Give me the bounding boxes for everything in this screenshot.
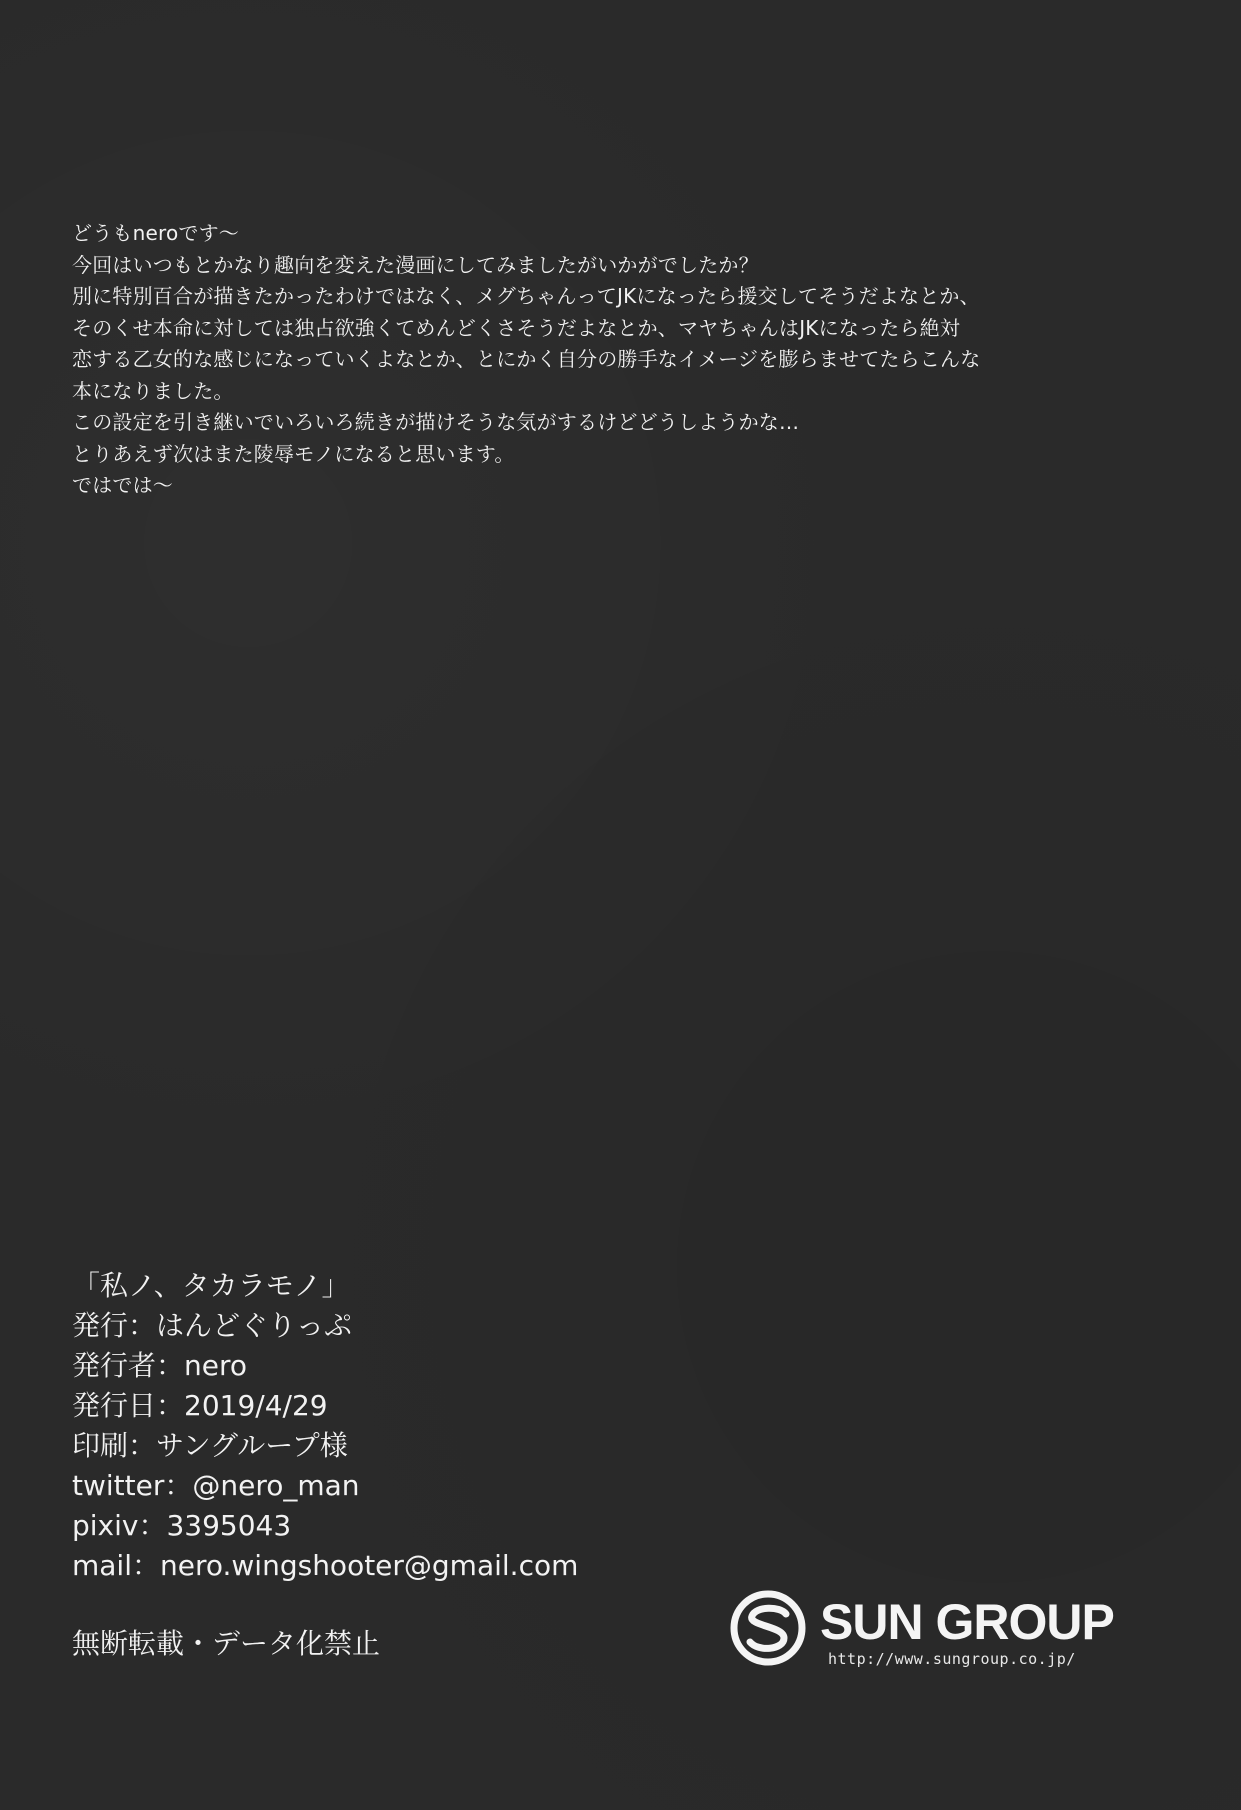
- mail-line: mail：nero.wingshooter@gmail.com: [72, 1549, 579, 1582]
- date-line: 発行日：2019/4/29: [72, 1389, 328, 1422]
- afterword-line: この設定を引き継いでいろいろ続きが描けそうな気がするけどどうしようかな…: [72, 410, 800, 434]
- afterword-text: [72, 218, 1172, 502]
- pixiv-line: pixiv：3395043: [72, 1509, 292, 1542]
- afterword-line: ではでは～: [72, 473, 173, 497]
- afterword-line: 今回はいつもとかなり趣向を変えた漫画にしてみましたがいかがでしたか？: [72, 252, 759, 277]
- sun-group-url: http://www.sungroup.co.jp/: [828, 1650, 1076, 1668]
- sun-group-name: SUN GROUP: [820, 1594, 1114, 1650]
- afterword-line: とりあえず次はまた陵辱モノになると思います。: [72, 441, 515, 466]
- afterword-line: 別に特別百合が描きたかったわけではなく、メグちゃんってJKになったら援交してそうだよなとか、: [72, 284, 980, 308]
- printer-logo: [728, 1590, 1148, 1670]
- printer-line: 印刷：サングループ様: [72, 1429, 348, 1462]
- publisher-line: 発行：はんどぐりっぷ: [72, 1309, 353, 1342]
- sun-group-logo-icon: [728, 1590, 808, 1670]
- author-line: 発行者：nero: [72, 1349, 248, 1382]
- colophon: [72, 1266, 772, 1586]
- afterword-line: そのくせ本命に対しては独占欲強くてめんどくさそうだよなとか、マヤちゃんはJKになったら絶対: [72, 315, 961, 340]
- afterword-line: どうもneroです～: [72, 221, 239, 245]
- book-title: 「私ノ、タカラモノ」: [72, 1269, 350, 1302]
- afterword-line: 恋する乙女的な感じになっていくよなとか、とにかく自分の勝手なイメージを膨らませてたらこんな: [72, 347, 981, 371]
- copyright-notice: 無断転載・データ化禁止: [72, 1627, 381, 1660]
- afterword-line: 本になりました。: [72, 378, 234, 403]
- twitter-line: twitter：@nero_man: [72, 1469, 360, 1502]
